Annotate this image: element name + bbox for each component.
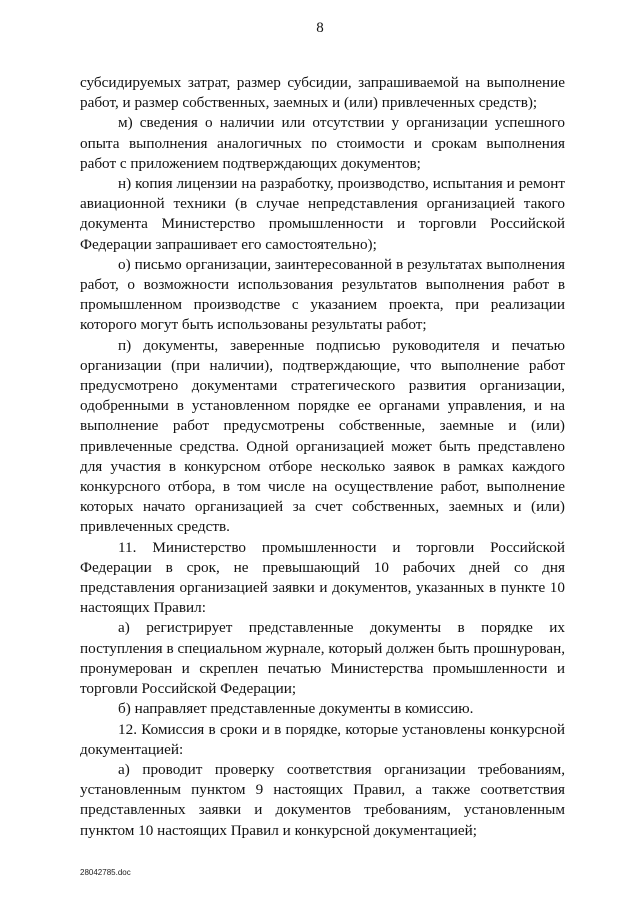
page-number: 8 (316, 20, 324, 36)
document-body (80, 73, 565, 841)
paragraph-clause-11-b: б) направляет представленные документы в комиссию. (118, 700, 474, 718)
paragraph-continuation: субсидируемых затрат, размер субсидии, запрашиваемой на выполнение работ, и размер собственных, заемных и (или) привлеченных средств); (80, 74, 565, 112)
paragraph-item-m: м) сведения о наличии или отсутствии у организации успешного опыта выполнения аналогичных по стоимости и срокам выполнения работ с приложением подтверждающих документов; (80, 114, 565, 172)
paragraph-clause-12: 12. Комиссия в сроки и в порядке, которые установлены конкурсной документацией: (80, 720, 565, 758)
paragraph-item-p: п) документы, заверенные подписью руководителя и печатью организации (при наличии), подтверждающие, что выполнение работ предусмотрено документами стратегического развития организации, одобренными в установленном порядке ее органами управления, и на выполнение работ предусмотрены собственные, заемные и (или) привлеченные средства. Одной организацией может быть представлено для участия в конкурсном отборе несколько заявок в рамках каждого конкурсного отбора, в том числе на осуществление работ, выполнение которых начато организацией за счет собственных, заемных и (или) привлеченных средств. (80, 336, 565, 536)
footer-filename: 28042785.doc (80, 868, 131, 877)
paragraph-clause-12-a: а) проводит проверку соответствия организации требованиям, установленным пунктом 9 настоящих Правил, а также соответствия представленных заявки и документов требованиям, установленным пунктом 10 настоящих Правил и конкурсной документацией; (80, 760, 565, 839)
paragraph-clause-11-a: а) регистрирует представленные документы в порядке их поступления в специальном журнале, который должен быть прошнурован, пронумерован и скреплен печатью Министерства промышленности и торговли Российской Федерации; (80, 619, 565, 698)
paragraph-item-o: о) письмо организации, заинтересованной в результатах выполнения работ, о возможности использования результатов выполнения работ в промышленном производстве с указанием проекта, при реализации которого могут быть использованы результаты работ; (80, 255, 565, 334)
paragraph-item-n: н) копия лицензии на разработку, производство, испытания и ремонт авиационной техники (в случае непредставления организацией такого документа Министерство промышленности и торговли Российской Федерации запрашивает его самостоятельно); (80, 175, 565, 253)
paragraph-clause-11: 11. Министерство промышленности и торговли Российской Федерации в срок, не превышающий 10 рабочих дней со дня представления организацией заявки и документов, указанных в пункте 10 настоящих Правил: (80, 538, 565, 617)
